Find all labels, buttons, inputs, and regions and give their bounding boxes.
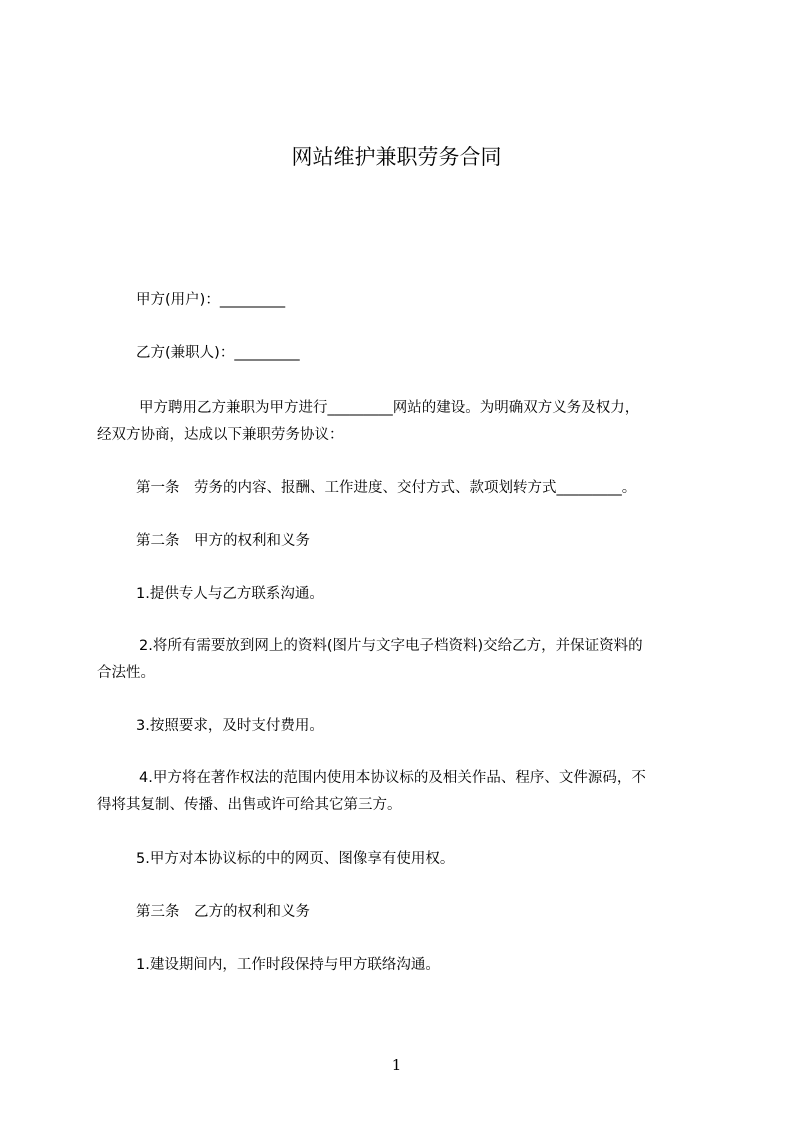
article-2-heading: 第二条 甲方的权利和义务 (136, 533, 310, 549)
article-3-item-1: 1.建设期间内，工作时段保持与甲方联络沟通。 (136, 957, 440, 973)
intro-line-1: 甲方聘用乙方兼职为甲方进行_________网站的建设。为明确双方义务及权力， (139, 400, 640, 416)
party-a-line: 甲方(用户)：_________ (136, 292, 286, 308)
article-1: 第一条 劳务的内容、报酬、工作进度、交付方式、款项划转方式_________。 (136, 480, 637, 496)
article-2-item-5: 5.甲方对本协议标的中的网页、图像享有使用权。 (136, 851, 455, 867)
page-number: 1 (391, 1056, 402, 1074)
article-2-item-2 (97, 633, 706, 687)
article-2-item-2-line-1: 2.将所有需要放到网上的资料(图片与文字电子档资料)交给乙方，并保证资料的 (139, 638, 643, 654)
article-2-item-2-line-2: 合法性。 (97, 665, 155, 681)
article-2-item-3: 3.按照要求，及时支付费用。 (136, 718, 324, 734)
article-2-item-4-line-1: 4.甲方将在著作权法的范围内使用本协议标的及相关作品、程序、文件源码，不 (139, 770, 646, 786)
article-2-item-1: 1.提供专人与乙方联系沟通。 (136, 586, 324, 602)
party-b-line: 乙方(兼职人)：_________ (136, 345, 300, 361)
document-title: 网站维护兼职劳务合同 (291, 145, 502, 169)
intro-line-2: 经双方协商，达成以下兼职劳务协议： (97, 427, 344, 443)
article-2-item-4 (97, 765, 706, 819)
intro-paragraph (97, 395, 706, 449)
article-3-heading: 第三条 乙方的权利和义务 (136, 904, 310, 920)
article-2-item-4-line-2: 得将其复制、传播、出售或许可给其它第三方。 (97, 797, 402, 813)
